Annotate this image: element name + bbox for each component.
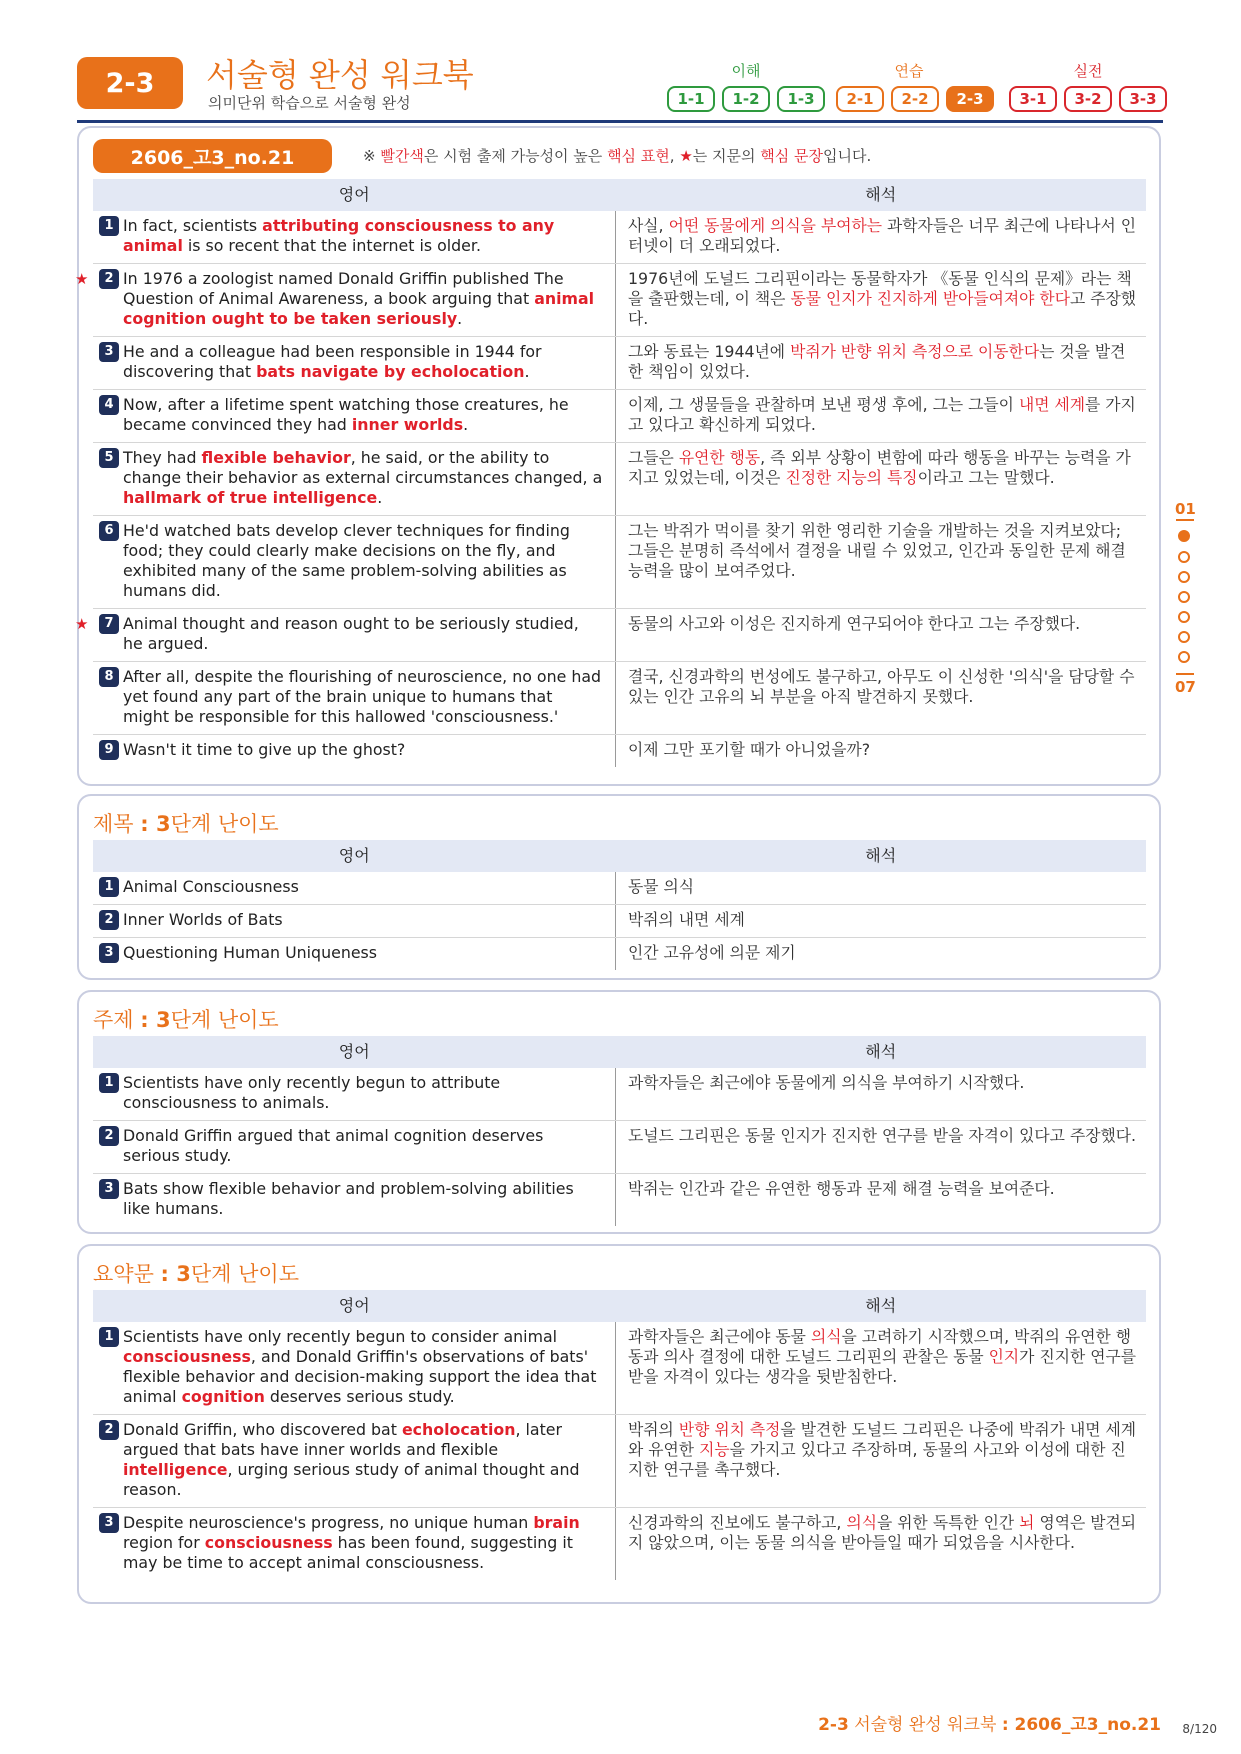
sentence-text: . <box>377 488 383 507</box>
stage-button-2-3[interactable]: 2-3 <box>946 86 994 112</box>
table-row <box>93 1121 1146 1174</box>
table-row <box>93 1508 1146 1581</box>
key-expression-ko: 어떤 동물에게 의식을 부여하는 <box>668 216 883 235</box>
summary-section-heading <box>93 1258 299 1288</box>
summary-text: deserves serious study. <box>264 1387 455 1406</box>
item-text: Bats show flexible behavior and problem-solving abilities like humans. <box>123 1179 574 1218</box>
item-number: 3 <box>99 1179 119 1199</box>
item-text: Animal Consciousness <box>123 877 299 896</box>
stage-button-1-2[interactable]: 1-2 <box>722 86 770 112</box>
star-icon: ★ <box>679 147 693 165</box>
item-number: 3 <box>99 1513 119 1533</box>
translation-text: 그와 동료는 1944년에 <box>628 342 791 361</box>
note-text-1: 은 시험 출제 가능성이 높은 <box>423 147 608 165</box>
key-expression: echolocation <box>401 1420 516 1439</box>
translation-text: 를 가지고 있다고 확신하게 되었다. <box>628 395 1136 434</box>
star-icon: ★ <box>75 615 89 633</box>
summary-text: , and Donald Griffin's observations of bats' flexible behavior and decision-making support the idea that animal <box>123 1347 597 1406</box>
translation-text: 이라고 그는 말했다. <box>917 468 1055 487</box>
table-row <box>93 443 1146 516</box>
page-number: 8/120 <box>1182 1722 1217 1736</box>
key-expression-ko: 내면 세계 <box>1018 395 1086 414</box>
passage-table <box>75 179 1146 767</box>
translation-text: 인간 고유성에 의문 제기 <box>628 943 796 962</box>
item-text: Questioning Human Uniqueness <box>123 943 378 962</box>
note-text-2: , <box>669 147 680 165</box>
summary-text: region for <box>123 1533 205 1552</box>
section-level-suffix: 단계 난이도 <box>170 812 279 836</box>
sentence-number: 2 <box>99 269 119 289</box>
translation-text: 신경과학의 진보에도 불구하고, <box>628 1513 847 1532</box>
translation-text: 이제, 그 생물들을 관찰하며 보낸 평생 후에, 그는 그들이 <box>628 395 1019 414</box>
sentence-number: 4 <box>99 395 119 415</box>
translation-text: 이제 그만 포기할 때가 아니었을까? <box>628 740 871 759</box>
footer-book: 서술형 완성 워크북 <box>848 1715 1002 1735</box>
key-expression-ko: 뇌 <box>1019 1513 1035 1532</box>
table-row <box>93 735 1146 768</box>
col-header-en: 영어 <box>93 179 616 211</box>
translation-text: 고 주장했다. <box>628 289 1137 328</box>
footer-section: 2-3 <box>818 1715 849 1735</box>
translation-text: 을 위한 독특한 인간 <box>877 1513 1020 1532</box>
sentence-text: He'd watched bats develop clever techniques for finding food; they could clearly make decisions on the fly, and exhibited many of the same problem-solving abilities as humans did. <box>123 521 570 600</box>
translation-text: 는 것을 발견한 책임이 있었다. <box>628 342 1126 381</box>
sentence-text: Animal thought and reason ought to be seriously studied, he argued. <box>123 614 579 653</box>
key-expression-ko: 지능 <box>699 1440 730 1459</box>
key-expression: intelligence <box>123 1460 228 1479</box>
table-row <box>93 872 1146 905</box>
note-prefix: ※ <box>363 147 381 165</box>
side-nav-divider <box>1176 673 1194 675</box>
sentence-text: , he said, or the ability to change their behavior as external circumstances changed, a <box>123 448 603 487</box>
section-level-suffix: 단계 난이도 <box>170 1008 279 1032</box>
section-level: : 3 <box>140 812 171 836</box>
footer-caption <box>818 1710 1161 1735</box>
stage-label-understand: 이해 <box>731 62 761 80</box>
section-badge: 2-3 <box>77 57 183 109</box>
sentence-number: 8 <box>99 667 119 687</box>
item-number: 2 <box>99 1420 119 1440</box>
section-label: 요약문 <box>93 1262 154 1286</box>
stage-button-3-1[interactable]: 3-1 <box>1009 86 1057 112</box>
item-text: Inner Worlds of Bats <box>123 910 283 929</box>
title-section-heading <box>93 808 279 838</box>
translation-text: 가 진지한 연구를 받을 자격이 있다는 생각을 뒷받침한다. <box>628 1347 1137 1386</box>
translation-text: 을 고려하기 시작했으며, 박쥐의 유연한 행동과 의사 결정에 대한 도널드 그리핀의 관찰은 동물 <box>628 1327 1132 1366</box>
table-row <box>93 609 1146 662</box>
key-expression: consciousness <box>204 1533 333 1552</box>
col-header-ko: 해석 <box>616 840 1147 872</box>
theme-table <box>93 1036 1146 1226</box>
stage-button-3-3[interactable]: 3-3 <box>1119 86 1167 112</box>
key-expression: inner worlds <box>351 415 464 434</box>
summary-text: Despite neuroscience's progress, no unique human <box>123 1513 534 1532</box>
item-number: 2 <box>99 1126 119 1146</box>
col-header-ko: 해석 <box>616 179 1147 211</box>
item-number: 1 <box>99 877 119 897</box>
key-expression-ko: 의식 <box>810 1327 842 1346</box>
col-header-en: 영어 <box>93 840 616 872</box>
key-expression: consciousness <box>123 1347 251 1366</box>
page-dot[interactable] <box>1178 631 1190 643</box>
summary-text: Donald Griffin, who discovered bat <box>123 1420 402 1439</box>
key-expression: flexible behavior <box>201 448 351 467</box>
sentence-number: 1 <box>99 216 119 236</box>
summary-text: , later argued that bats have inner worlds and flexible <box>123 1420 563 1459</box>
sentence-text: Wasn't it time to give up the ghost? <box>123 740 406 759</box>
section-label: 제목 <box>93 812 134 836</box>
page-dot[interactable] <box>1178 611 1190 623</box>
key-expression-ko: 유연한 행동 <box>678 448 761 467</box>
page-dot[interactable] <box>1178 551 1190 563</box>
side-nav-start: 01 <box>1175 500 1196 518</box>
col-header-ko: 해석 <box>616 1290 1147 1322</box>
translation-text: 박쥐의 내면 세계 <box>616 905 1147 938</box>
page-subtitle: 의미단위 학습으로 서술형 완성 <box>208 94 411 112</box>
page-dot[interactable] <box>1178 651 1190 663</box>
sentence-number: 6 <box>99 521 119 541</box>
sentence-number: 5 <box>99 448 119 468</box>
note-key-expr: 핵심 표현 <box>607 147 670 165</box>
key-expression-ko: 진정한 지능의 특징 <box>785 468 918 487</box>
sentence-number: 9 <box>99 740 119 760</box>
col-header-en: 영어 <box>93 1290 616 1322</box>
translation-text: 그들은 <box>628 448 679 467</box>
translation-text: 박쥐의 <box>628 1420 679 1439</box>
side-nav-end: 07 <box>1175 678 1196 696</box>
title-table <box>93 840 1146 970</box>
key-expression-ko: 동물 인지가 진지하게 받아들여져야 한다 <box>790 289 1070 308</box>
item-text: Donald Griffin argued that animal cognition deserves serious study. <box>123 1126 544 1165</box>
passage-tag: 2606_고3_no.21 <box>93 139 332 173</box>
translation-text: 사실, <box>628 216 669 235</box>
sentence-text: After all, despite the flourishing of neuroscience, no one had yet found any part of the brain unique to humans that might be responsible for this hallowed 'consciousness.' <box>123 667 602 726</box>
stage-label-real: 실전 <box>1073 62 1103 80</box>
theme-section-heading <box>93 1004 279 1034</box>
key-expression: bats navigate by echolocation <box>256 362 525 381</box>
page-dot-active[interactable] <box>1178 530 1190 542</box>
key-expression-ko: 반향 위치 측정 <box>678 1420 781 1439</box>
sentence-text: . <box>463 415 469 434</box>
summary-text: , urging serious study of animal thought and reason. <box>123 1460 580 1499</box>
translation-text: 과학자들은 너무 최근에 나타나서 인터넷이 더 오래되었다. <box>628 216 1137 255</box>
key-expression: cognition <box>181 1387 265 1406</box>
translation-text: 을 발견한 도널드 그리핀은 나중에 박쥐가 내면 세계와 유연한 <box>628 1420 1137 1459</box>
table-row <box>93 938 1146 971</box>
section-label: 주제 <box>93 1008 134 1032</box>
item-number: 1 <box>99 1327 119 1347</box>
table-row <box>93 264 1146 337</box>
translation-text: 결국, 신경과학의 번성에도 불구하고, 아무도 이 신성한 '의식'을 담당할 수 있는 인간 고유의 뇌 부분을 아직 발견하지 못했다. <box>616 662 1147 735</box>
translation-text: 1976년에 도널드 그리핀이라는 동물학자가 《동물 인식의 문제》라는 책을 출판했는데, 이 책은 <box>628 269 1132 308</box>
translation-text: 도널드 그리핀은 동물 인지가 진지한 연구를 받을 자격이 있다고 주장했다. <box>616 1121 1147 1174</box>
sentence-text: Now, after a lifetime spent watching those creatures, he became convinced they had <box>123 395 569 434</box>
table-row <box>93 662 1146 735</box>
stage-button-2-1[interactable]: 2-1 <box>836 86 884 112</box>
col-header-en: 영어 <box>93 1036 616 1068</box>
col-header-ko: 해석 <box>616 1036 1147 1068</box>
legend-note <box>363 145 871 166</box>
table-row <box>93 1322 1146 1415</box>
sentence-text: . <box>457 309 463 328</box>
key-expression: brain <box>533 1513 580 1532</box>
header-divider <box>77 120 1163 123</box>
translation-text: 을 가지고 있다고 주장하며, 동물의 사고와 이성에 대한 진지한 연구를 촉구했다. <box>628 1440 1126 1479</box>
stage-button-1-3[interactable]: 1-3 <box>777 86 825 112</box>
footer-id: : 2606_고3_no.21 <box>1001 1715 1161 1735</box>
section-level-suffix: 단계 난이도 <box>190 1262 299 1286</box>
translation-text: 그는 박쥐가 먹이를 찾기 위한 영리한 기술을 개발하는 것을 지켜보았다; 그들은 분명히 즉석에서 결정을 내릴 수 있었고, 인간과 동일한 문제 해결 능력을 많이 보여주었다. <box>616 516 1147 609</box>
item-number: 1 <box>99 1073 119 1093</box>
table-row <box>93 390 1146 443</box>
sentence-text: In 1976 a zoologist named Donald Griffin published The Question of Animal Awareness, a book arguing that <box>123 269 564 308</box>
translation-text: 동물의 사고와 이성은 진지하게 연구되어야 한다고 그는 주장했다. <box>616 609 1147 662</box>
page-dot[interactable] <box>1178 591 1190 603</box>
translation-text: 과학자들은 최근에야 동물에게 의식을 부여하기 시작했다. <box>616 1068 1147 1121</box>
sentence-text: He and a colleague had been responsible in 1944 for discovering that <box>123 342 542 381</box>
translation-text: 동물 의식 <box>616 872 1147 905</box>
stage-label-practice: 연습 <box>894 62 924 80</box>
sentence-text: is so recent that the internet is older. <box>182 236 481 255</box>
section-level: : 3 <box>140 1008 171 1032</box>
sentence-text: . <box>524 362 530 381</box>
item-number: 3 <box>99 943 119 963</box>
item-number: 2 <box>99 910 119 930</box>
table-row <box>93 1068 1146 1121</box>
key-expression: attributing consciousness to any animal <box>123 216 555 255</box>
note-red-word: 빨간색 <box>380 147 424 165</box>
sentence-number: 3 <box>99 342 119 362</box>
sentence-text: In fact, scientists <box>123 216 263 235</box>
summary-text: Scientists have only recently begun to consider animal <box>123 1327 558 1346</box>
key-expression-ko: 의식 <box>846 1513 877 1532</box>
stage-button-1-1[interactable]: 1-1 <box>667 86 715 112</box>
translation-text: , 즉 외부 상황이 변함에 따라 행동을 바꾸는 능력을 가지고 있었는데, 이것은 <box>628 448 1131 487</box>
note-text-3: 는 지문의 <box>692 147 761 165</box>
page-dot[interactable] <box>1178 571 1190 583</box>
key-expression-ko: 인지 <box>988 1347 1020 1366</box>
stage-button-2-2[interactable]: 2-2 <box>891 86 939 112</box>
section-level: : 3 <box>160 1262 191 1286</box>
item-text: Scientists have only recently begun to attribute consciousness to animals. <box>123 1073 501 1112</box>
note-key-sent: 핵심 문장 <box>760 147 824 165</box>
sentence-text: They had <box>123 448 202 467</box>
table-row <box>93 516 1146 609</box>
stage-button-3-2[interactable]: 3-2 <box>1064 86 1112 112</box>
table-row <box>93 211 1146 264</box>
key-expression-ko: 박쥐가 반향 위치 측정으로 이동한다 <box>790 342 1040 361</box>
summary-table <box>93 1290 1146 1580</box>
table-row <box>93 337 1146 390</box>
page-title: 서술형 완성 워크북 <box>206 56 474 94</box>
translation-text: 영역은 발견되지 않았으며, 이는 동물 의식을 받아들일 때가 되었음을 시사한다. <box>628 1513 1137 1552</box>
key-expression: animal cognition ought to be taken seriously <box>123 289 595 328</box>
key-expression: hallmark of true intelligence <box>123 488 378 507</box>
note-text-4: 입니다. <box>823 147 872 165</box>
translation-text: 과학자들은 최근에야 동물 <box>628 1327 811 1346</box>
translation-text: 박쥐는 인간과 같은 유연한 행동과 문제 해결 능력을 보여준다. <box>628 1179 1055 1198</box>
table-row <box>93 1174 1146 1227</box>
star-icon: ★ <box>75 270 89 288</box>
table-row <box>93 905 1146 938</box>
summary-text: has been found, suggesting it may be time to accept animal consciousness. <box>123 1533 573 1572</box>
table-row <box>93 1415 1146 1508</box>
sentence-number: 7 <box>99 614 119 634</box>
side-nav-divider <box>1176 519 1194 521</box>
